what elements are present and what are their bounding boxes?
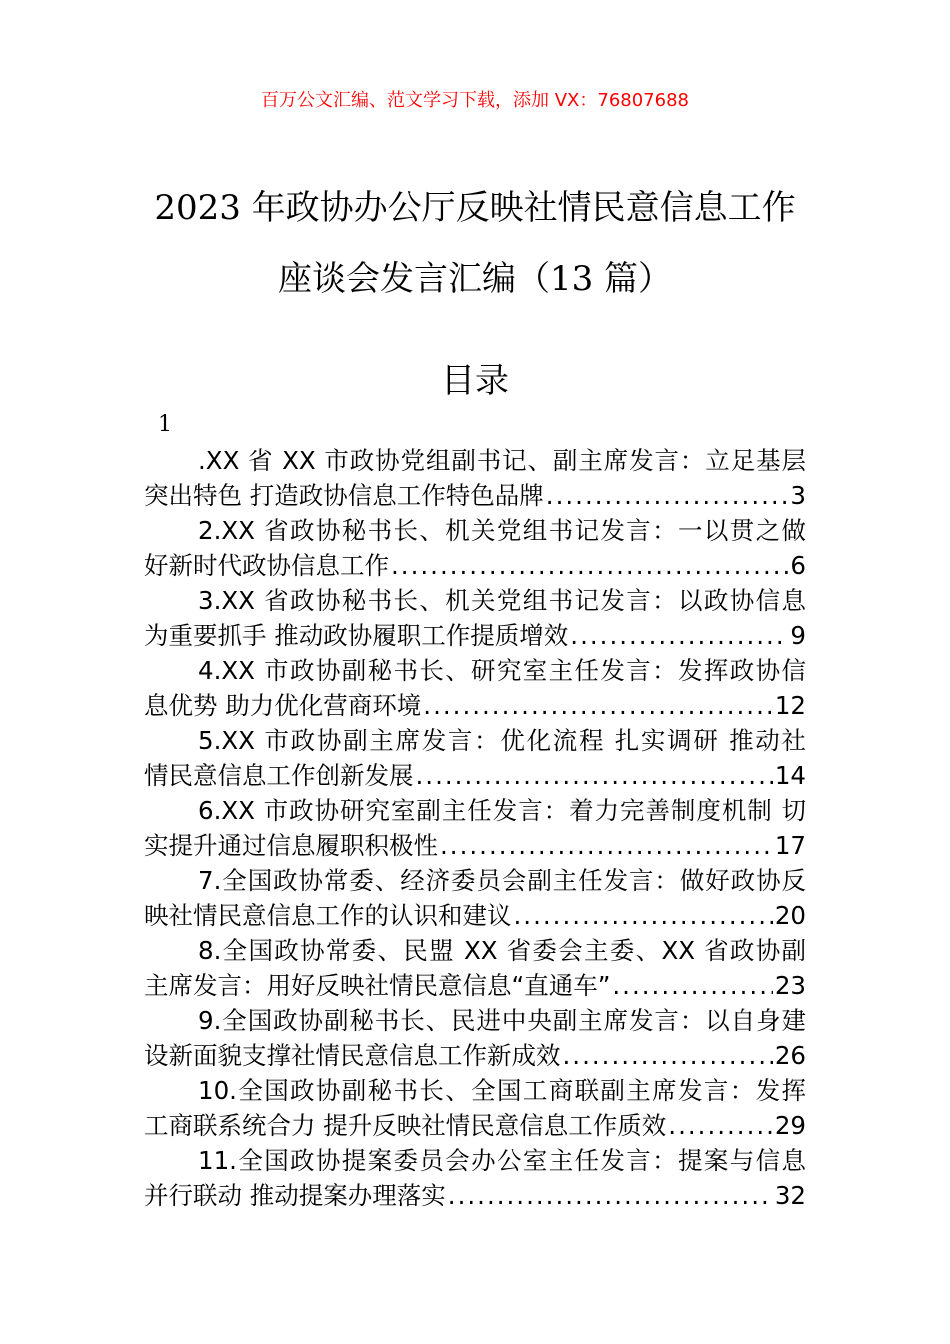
- toc-entry-title-line2: 好新时代政协信息工作: [144, 551, 389, 580]
- toc-leader-dots: [546, 478, 789, 513]
- toc-entry-title-line1: 8.全国政协常委、民盟 XX 省委会主委、XX 省政协副: [198, 936, 806, 965]
- toc-leader-dots: [668, 1108, 773, 1143]
- toc-entry-9[interactable]: [144, 1003, 806, 1073]
- toc-heading: 目录: [441, 361, 509, 401]
- toc-entry-page: 26: [774, 1041, 806, 1070]
- toc-entry-title-line1: 11.全国政协提案委员会办公室主任发言：提案与信息: [198, 1146, 806, 1175]
- toc-leader-dots: [448, 1178, 773, 1213]
- toc-entry-title-line1: 7.全国政协常委、经济委员会副主任发言：做好政协反: [198, 866, 806, 895]
- page-marker: 1: [158, 412, 172, 437]
- table-of-contents: [144, 443, 806, 1213]
- toc-entry-title-line2: 为重要抓手 推动政协履职工作提质增效: [144, 621, 569, 650]
- toc-entry-title-line1: 4.XX 市政协副秘书长、研究室主任发言：发挥政协信: [198, 656, 806, 685]
- toc-entry-10[interactable]: [144, 1073, 806, 1143]
- toc-entry-page: 32: [774, 1181, 806, 1210]
- toc-leader-dots: [423, 688, 773, 723]
- toc-entry-3[interactable]: [144, 583, 806, 653]
- toc-entry-page: 3: [790, 481, 806, 510]
- toc-entry-2[interactable]: [144, 513, 806, 583]
- toc-entry-page: 9: [790, 621, 806, 650]
- toc-leader-dots: [416, 758, 773, 793]
- toc-entry-title-line2: 工商联系统合力 提升反映社情民意信息工作质效: [144, 1111, 667, 1140]
- toc-entry-title-line2: 息优势 助力优化营商环境: [144, 691, 422, 720]
- toc-entry-title-line2: 并行联动 推动提案办理落实: [144, 1181, 446, 1210]
- toc-entry-title-line2: 设新面貌支撑社情民意信息工作新成效: [144, 1041, 561, 1070]
- toc-entry-5[interactable]: [144, 723, 806, 793]
- toc-entry-page: 20: [774, 901, 806, 930]
- toc-leader-dots: [563, 1038, 773, 1073]
- toc-entry-title-line1: 2.XX 省政协秘书长、机关党组书记发言：一以贯之做: [198, 516, 806, 545]
- toc-entry-1[interactable]: [144, 443, 806, 513]
- document-title-line-2: 座谈会发言汇编（13 篇）: [277, 259, 673, 299]
- toc-entry-title-line2: 突出特色 打造政协信息工作特色品牌: [144, 481, 544, 510]
- toc-entry-page: 23: [774, 971, 806, 1000]
- toc-entry-page: 6: [790, 551, 806, 580]
- header-promo-note: 百万公文汇编、范文学习下载，添加 VX：76807688: [261, 90, 689, 111]
- toc-entry-title-line1: 3.XX 省政协秘书长、机关党组书记发言：以政协信息: [198, 586, 806, 615]
- toc-entry-page: 29: [774, 1111, 806, 1140]
- toc-entry-8[interactable]: [144, 933, 806, 1003]
- toc-entry-6[interactable]: [144, 793, 806, 863]
- toc-leader-dots: [612, 968, 772, 1003]
- toc-leader-dots: [391, 548, 788, 583]
- toc-entry-page: 14: [774, 761, 806, 790]
- toc-entry-page: 17: [774, 831, 806, 860]
- toc-entry-4[interactable]: [144, 653, 806, 723]
- toc-entry-title-line2: 主席发言：用好反映社情民意信息“直通车”: [144, 971, 611, 1000]
- toc-entry-title-line1: 5.XX 市政协副主席发言：优化流程 扎实调研 推动社: [198, 726, 806, 755]
- toc-entry-7[interactable]: [144, 863, 806, 933]
- toc-leader-dots: [440, 828, 773, 863]
- toc-entry-title-line2: 情民意信息工作创新发展: [144, 761, 414, 790]
- toc-entry-title-line1: 9.全国政协副秘书长、民进中央副主席发言：以自身建: [198, 1006, 806, 1035]
- toc-entry-title-line2: 实提升通过信息履职积极性: [144, 831, 438, 860]
- toc-entry-title-line1: 6.XX 市政协研究室副主任发言：着力完善制度机制 切: [198, 796, 806, 825]
- toc-leader-dots: [514, 898, 773, 933]
- document-title-line-1: 2023 年政协办公厅反映社情民意信息工作: [154, 188, 796, 228]
- toc-entry-page: 12: [774, 691, 806, 720]
- toc-entry-title-line2: 映社情民意信息工作的认识和建议: [144, 901, 512, 930]
- toc-leader-dots: [570, 618, 788, 653]
- toc-entry-title-line1: .XX 省 XX 市政协党组副书记、副主席发言：立足基层: [198, 446, 806, 475]
- toc-entry-title-line1: 10.全国政协副秘书长、全国工商联副主席发言：发挥: [198, 1076, 806, 1105]
- toc-entry-11[interactable]: [144, 1143, 806, 1213]
